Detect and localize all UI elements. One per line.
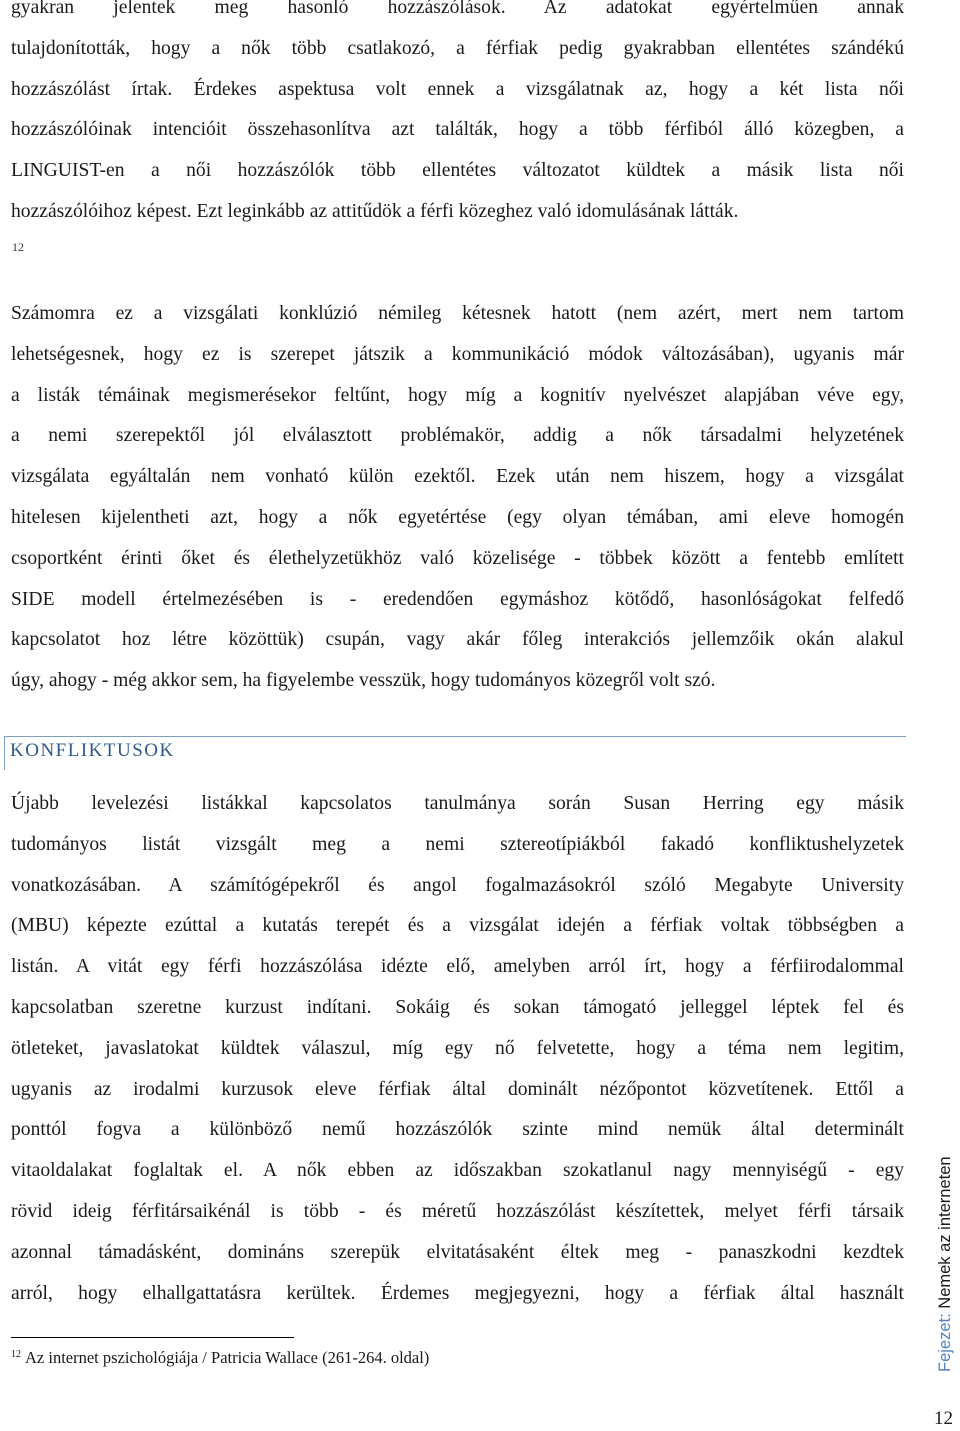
heading-rule-left [4, 736, 5, 770]
section-heading: KONFLIKTUSOK [10, 740, 175, 761]
text-line: kapcsolatot hoz létre közöttük) csupán, vagy akár főleg interakciós jellemzőik okán alakul [11, 629, 904, 651]
chapter-label: Fejezet: [936, 1313, 954, 1372]
text-line: lehetségesnek, hogy ez is szerepet játszik a kommunikáció módok változásában), ugyanis már [11, 343, 904, 365]
page-number: 12 [934, 1408, 953, 1429]
text-line: ponttól fogva a különböző nemű hozzászólók szinte mind nemük által determinált [11, 1119, 904, 1141]
text-line: tudományos listát vizsgált meg a nemi sztereotípiákból fakadó konfliktushelyzetek [11, 833, 904, 855]
text-line: listán. A vitát egy férfi hozzászólása idézte elő, amelyben arról írt, hogy a férfiirodalommal [11, 956, 904, 978]
chapter-sidebar [936, 1156, 955, 1372]
footnote-reference[interactable]: 12 [12, 240, 24, 254]
text-line: vizsgálata egyáltalán nem vonható külön ezektől. Ezek után nem hiszem, hogy a vizsgálat [11, 466, 904, 488]
text-line: tulajdonították, hogy a nők több csatlakozó, a férfiak pedig gyakrabban ellentétes szándékú [11, 37, 904, 59]
text-line: hitelesen kijelentheti azt, hogy a nők egyetértése (egy olyan témában, ami eleve homogén [11, 506, 904, 528]
text-line: SIDE modell értelmezésében is - eredendően egymáshoz kötődő, hasonlóságokat felfedő [11, 588, 904, 610]
footnote-text: Az internet pszichológiája / Patricia Wallace (261-264. oldal) [25, 1348, 430, 1367]
text-line: ötleteket, javaslatokat küldtek válaszul, míg egy nő felvetette, hogy a téma nem legitim, [11, 1037, 904, 1059]
paragraph-3 [11, 784, 904, 1314]
text-line: úgy, ahogy - még akkor sem, ha figyelembe vesszük, hogy tudományos közegről volt szó. [11, 670, 716, 692]
text-line: hozzászólóihoz képest. Ezt leginkább az attitűdök a férfi közeghez való idomulásának látták. [11, 200, 739, 222]
text-line: a listák témáinak megismerésekor feltűnt, hogy míg a kognitív nyelvészet alapjában véve egy, [11, 384, 904, 406]
text-line: vitaoldalakat foglaltak el. A nők ebben az időszakban szokatlanul nagy mennyiségű - egy [11, 1160, 904, 1182]
text-line: Számomra ez a vizsgálati konklúzió némileg kétesnek hatott (nem azért, mert nem tartom [11, 303, 904, 324]
text-line: azonnal támadásként, domináns szerepük elvitatásaként éltek meg - panaszkodni kezdtek [11, 1241, 904, 1263]
text-line: hozzászólást írtak. Érdekes aspektusa volt ennek a vizsgálatnak az, hogy a két lista női [11, 78, 904, 100]
heading-rule-top [4, 736, 906, 737]
text-line: kapcsolatban szeretne kurzust indítani. Sokáig és sokan támogató jelleggel léptek fel és [11, 996, 904, 1018]
paragraph-1 [11, 0, 904, 233]
text-line: (MBU) képezte ezúttal a kutatás terepét és a vizsgálat idején a férfiak voltak többségben a [11, 915, 904, 937]
text-line: a nemi szerepektől jól elválasztott problémakör, addig a nők társadalmi helyzetének [11, 425, 904, 447]
text-line: LINGUIST-en a női hozzászólók több ellentétes változatot küldtek a másik lista női [11, 160, 904, 182]
footnote-separator [11, 1337, 294, 1338]
footnote-number: 12 [11, 1348, 21, 1360]
text-line: gyakran jelentek meg hasonló hozzászólások. Az adatokat egyértelműen annak [11, 0, 904, 18]
text-line: arról, hogy elhallgattatásra kerültek. Érdemes megjegyezni, hogy a férfiak által használt [11, 1282, 904, 1304]
text-line: ugyanis az irodalmi kurzusok eleve férfiak által dominált nézőpontot közvetítenek. Ettől a [11, 1078, 904, 1100]
text-line: hozzászólóinak intencióit összehasonlítva azt találták, hogy a több férfiból álló közegben, a [11, 119, 904, 141]
text-line: Újabb levelezési listákkal kapcsolatos tanulmánya során Susan Herring egy másik [11, 793, 904, 814]
text-line: rövid ideig férfitársaikénál is több - és méretű hozzászólást készítettek, melyet férfi társaik [11, 1200, 904, 1222]
paragraph-2 [11, 294, 904, 702]
footnote [11, 1348, 429, 1368]
text-line: vonatkozásában. A számítógépekről és angol fogalmazásokról szóló Megabyte University [11, 874, 904, 896]
chapter-title: Nemek az interneten [936, 1156, 954, 1309]
text-line: csoportként érinti őket és élethelyzetükhöz való közelisége - többek között a fentebb említett [11, 547, 904, 569]
